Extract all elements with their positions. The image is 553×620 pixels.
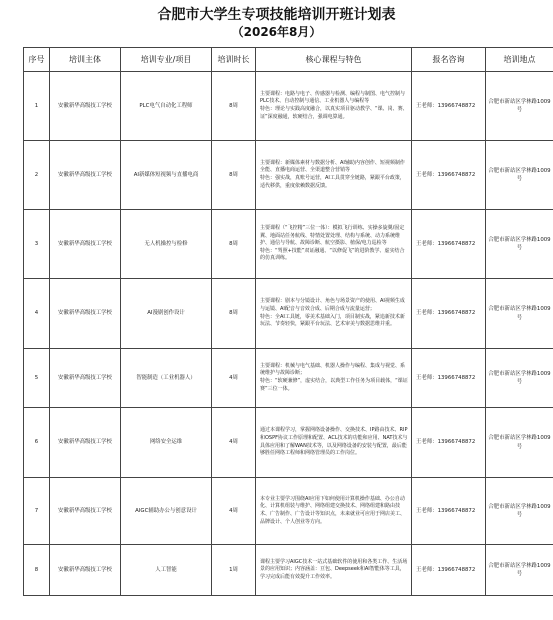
row-contact: 王老师：13966748872 bbox=[412, 408, 486, 478]
row-duration: 4周 bbox=[212, 408, 256, 478]
row-features: 主要课程：剧本与分镜设计、角色与场景资产的使用、AI视频生成与运镜、AI配音与音效合成、后期合成与流量运营； 特色：全AI工具链，零美术基础入门，项目制实战，紧追新技术新玩法、节奏轻快，紧跟平台玩法、艺术审美与数据思维并重。 bbox=[256, 279, 412, 349]
row-program: 智能制造（工业机器人） bbox=[121, 349, 212, 408]
row-duration: 4周 bbox=[212, 478, 256, 545]
row-org: 安徽新华高级技工学校 bbox=[50, 545, 121, 596]
row-index: 7 bbox=[24, 478, 50, 545]
row-index: 3 bbox=[24, 210, 50, 279]
row-org: 安徽新华高级技工学校 bbox=[50, 210, 121, 279]
row-contact: 王老师：13966748872 bbox=[412, 478, 486, 545]
table-row bbox=[24, 141, 553, 210]
row-program: 网络安全运维 bbox=[121, 408, 212, 478]
row-org: 安徽新华高级技工学校 bbox=[50, 72, 121, 141]
header-program: 培训专业/项目 bbox=[121, 48, 212, 72]
header-org: 培训主体 bbox=[50, 48, 121, 72]
header-duration: 培训时长 bbox=[212, 48, 256, 72]
row-location: 合肥市新站区学林路1009号 bbox=[486, 141, 553, 210]
table-row bbox=[24, 349, 553, 408]
header-location: 培训地点 bbox=[486, 48, 553, 72]
row-index: 6 bbox=[24, 408, 50, 478]
row-contact: 王老师：13966748872 bbox=[412, 349, 486, 408]
row-location: 合肥市新站区学林路1009号 bbox=[486, 545, 553, 596]
header-index: 序号 bbox=[24, 48, 50, 72]
row-features: 课程主要学习AIGC技术一站式基础软件的使用和各类工作、生活场景的应用知识；内容涵盖：豆包、Deepseek和AI智能体等工具，学习完成后能有效提升工作效率。 bbox=[256, 545, 412, 596]
header-contact: 报名咨询 bbox=[412, 48, 486, 72]
header-features: 核心课程与特色 bbox=[256, 48, 412, 72]
table-row bbox=[24, 408, 553, 478]
row-features: 通过本课程学习，掌握网络设备操作、交换技术、IP路由技术、RIP和OSPF协议工作原理和配置、ACL技术的功能和应用、NAT技术与具体应用和了解WAN技术等，以及网络设备的安装与配置，最后能够胜任网络工程师和网络管理员的工作岗位。 bbox=[256, 408, 412, 478]
row-contact: 王老师：13966748872 bbox=[412, 210, 486, 279]
row-program: AI漫剧创作设计 bbox=[121, 279, 212, 349]
row-program: AI新媒体短视频与直播电商 bbox=[121, 141, 212, 210]
row-org: 安徽新华高级技工学校 bbox=[50, 349, 121, 408]
row-program: AIGC辅助办公与创意设计 bbox=[121, 478, 212, 545]
row-contact: 王老师：13966748872 bbox=[412, 72, 486, 141]
row-location: 合肥市新站区学林路1009号 bbox=[486, 279, 553, 349]
row-features: 主要课程：新媒体素材与数据分析、AI辅助内容创作、短视频制作全能、直播电商运营、全渠道整合营销等 特色：强实战，真账号运营，AI工具贯穿全链路，紧跟平台政策，适代移供，重度依赖数据反馈。 bbox=[256, 141, 412, 210]
row-location: 合肥市新站区学林路1009号 bbox=[486, 349, 553, 408]
row-duration: 8周 bbox=[212, 279, 256, 349]
table-row bbox=[24, 72, 553, 141]
row-index: 4 bbox=[24, 279, 50, 349]
page-subtitle: （2026年8月） bbox=[231, 25, 322, 39]
row-program: 无人机操控与检修 bbox=[121, 210, 212, 279]
row-program: 人工智能 bbox=[121, 545, 212, 596]
row-org: 安徽新华高级技工学校 bbox=[50, 478, 121, 545]
row-features: 主要课程：机械与电气基础、机器人操作与编程、集成与视觉、系统维护与故障诊断； 特色：“软硬兼修”，虚实结合，以典型工作任务为项目载体，“课证赛”三位一体。 bbox=[256, 349, 412, 408]
row-features: 本专业主要学习围绕AI应用下如何使用计算机操作基础、办公自动化、计算机组装与维护、网络组建交换技术、网络组建和路由技术、广告制作、广告设计等知识点，未来就业可应用于网店美工、品牌设计、个人创业等方向。 bbox=[256, 478, 412, 545]
table-row bbox=[24, 478, 553, 545]
table-header-row bbox=[24, 48, 553, 72]
row-location: 合肥市新站区学林路1009号 bbox=[486, 72, 553, 141]
table-row bbox=[24, 279, 553, 349]
row-location: 合肥市新站区学林路1009号 bbox=[486, 210, 553, 279]
row-index: 1 bbox=[24, 72, 50, 141]
row-duration: 1周 bbox=[212, 545, 256, 596]
row-org: 安徽新华高级技工学校 bbox=[50, 408, 121, 478]
page-title: 合肥市大学生专项技能培训开班计划表 bbox=[157, 7, 396, 23]
row-duration: 8周 bbox=[212, 141, 256, 210]
row-location: 合肥市新站区学林路1009号 bbox=[486, 478, 553, 545]
table-row bbox=[24, 545, 553, 596]
row-org: 安徽新华高级技工学校 bbox=[50, 141, 121, 210]
training-plan-table bbox=[23, 47, 553, 596]
row-index: 2 bbox=[24, 141, 50, 210]
row-contact: 王老师：13966748872 bbox=[412, 545, 486, 596]
row-duration: 8周 bbox=[212, 72, 256, 141]
row-location: 合肥市新站区学林路1009号 bbox=[486, 408, 553, 478]
row-duration: 8周 bbox=[212, 210, 256, 279]
row-index: 8 bbox=[24, 545, 50, 596]
row-org: 安徽新华高级技工学校 bbox=[50, 279, 121, 349]
row-contact: 王老师：13966748872 bbox=[412, 279, 486, 349]
row-features: 主要课程（“飞控精”三位一体）：模拟飞行训练、实操多旋翼/固定翼、地面站任务航线、特情处置处理、结构与系统、动力系统维护、通信与导航、故障诊断、航空摄影、植保/电力巡检等 特色：“驾照+技能”双证融通、“以修促飞”的进阶教学、虚实结合的仿真训练。 bbox=[256, 210, 412, 279]
row-duration: 4周 bbox=[212, 349, 256, 408]
row-program: PLC电气自动化工程师 bbox=[121, 72, 212, 141]
table-row bbox=[24, 210, 553, 279]
row-contact: 王老师：13966748872 bbox=[412, 141, 486, 210]
row-features: 主要课程：电路与电子、传感器与检测、编程与制图、电气控制与PLC技术、自动控制与通信、工业机器人与编程等 特色：理论与实践高度融合，以真实项目驱动教学、“课、岗、赛、证”深度融通，软硬结合，强调电算通。 bbox=[256, 72, 412, 141]
row-index: 5 bbox=[24, 349, 50, 408]
